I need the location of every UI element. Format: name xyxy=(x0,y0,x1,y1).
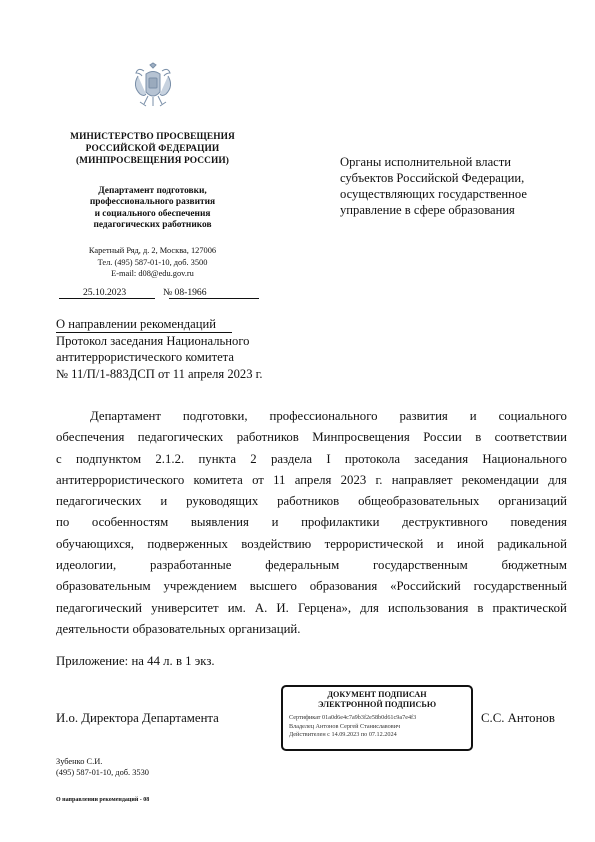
body-line: антитеррористического комитета от 11 апреля 2023 г. направляет рекомендации для xyxy=(56,472,567,487)
stamp-title xyxy=(283,690,471,709)
subject xyxy=(56,316,306,382)
stamp-owner: Владелец Антонов Сергей Станиславович xyxy=(289,722,401,730)
addressee-line: субъектов Российской Федерации, xyxy=(340,171,525,185)
subject-title: О направлении рекомендаций xyxy=(56,316,232,333)
ministry-name xyxy=(50,131,255,168)
subject-line: антитеррористического комитета xyxy=(56,350,234,365)
date-underline xyxy=(59,298,155,299)
ministry-line: МИНИСТЕРСТВО ПРОСВЕЩЕНИЯ xyxy=(70,132,235,142)
executor-phone: (495) 587-01-10, доб. 3530 xyxy=(56,768,149,778)
body-line: обеспечения педагогических работников Минпросвещения России в соответствии xyxy=(56,430,567,445)
ministry-line: РОССИЙСКОЙ ФЕДЕРАЦИИ xyxy=(85,144,220,155)
subject-line: Протокол заседания Национального xyxy=(56,334,250,349)
body-line: деятельности образовательных организаций. xyxy=(56,621,301,636)
addressee-line: осуществляющих государственное xyxy=(340,187,527,201)
body-line: обучающихся, подверженных воздействию террористической и иной радикальной xyxy=(56,536,567,551)
number-underline xyxy=(169,298,259,299)
appendix: Приложение: на 44 л. в 1 экз. xyxy=(56,654,215,668)
stamp-certificate: Сертификат 01a0d6e4c7a9b3f2e58b0d61c9a7e4f3 xyxy=(289,714,417,721)
registration-line xyxy=(59,287,259,299)
signer-name: С.С. Антонов xyxy=(481,711,555,725)
stamp-title-line: ЭЛЕКТРОННОЙ ПОДПИСЬЮ xyxy=(317,699,437,709)
contact-block xyxy=(50,245,255,280)
body-line: педагогический университет им. А. И. Герцена», для использования в практической xyxy=(56,600,567,615)
department-line: и социального обеспечения xyxy=(94,208,211,219)
letter-body xyxy=(56,406,567,640)
body-line: Департамент подготовки, профессионального развития и социального xyxy=(90,409,567,423)
phone: Тел. (495) 587-01-10, доб. 3500 xyxy=(97,257,208,267)
executor-block xyxy=(56,756,149,779)
department-line: Департамент подготовки, xyxy=(98,186,207,196)
addressee-line: управление в сфере образования xyxy=(340,203,515,217)
addressee xyxy=(340,154,580,218)
executor-name: Зубенко С.И. xyxy=(56,757,103,766)
department-name xyxy=(50,186,255,232)
signer-position: И.о. Директора Департамента xyxy=(56,711,219,725)
document-date: 25.10.2023 xyxy=(83,287,127,298)
stamp-details xyxy=(289,714,467,740)
electronic-signature-stamp xyxy=(281,685,473,751)
body-line: образовательным учреждением высшего образования «Российский государственный xyxy=(56,579,567,594)
body-line: педагогических и руководящих работников общеобразовательных организаций xyxy=(56,494,567,509)
stamp-title-line: ДОКУМЕНТ ПОДПИСАН xyxy=(327,690,427,699)
coat-of-arms-icon xyxy=(130,62,176,112)
subject-line: № 11/П/1-883ДСП от 11 апреля 2023 г. xyxy=(56,366,263,381)
stamp-validity: Действителен с 14.09.2023 по 07.12.2024 xyxy=(289,731,397,739)
body-line: по особенностям выявления и профилактики деструктивного поведения xyxy=(56,515,567,530)
file-code: О направлении рекомендаций - 08 xyxy=(56,797,150,803)
address: Каретный Ряд, д. 2, Москва, 127006 xyxy=(88,246,217,255)
ministry-line: (МИНПРОСВЕЩЕНИЯ РОССИИ) xyxy=(75,156,230,167)
email: E-mail: d08@edu.gov.ru xyxy=(111,269,194,279)
document-number: № 08-1966 xyxy=(163,287,207,298)
department-line: профессионального развития xyxy=(89,197,216,208)
addressee-line: Органы исполнительной власти xyxy=(340,155,511,169)
body-line: с подпунктом 2.1.2. пункта 2 раздела I протокола заседания Национального xyxy=(56,451,567,466)
department-line: педагогических работников xyxy=(93,220,212,231)
body-line: идеологии, разработанные федеральным государственным бюджетным xyxy=(56,558,567,573)
